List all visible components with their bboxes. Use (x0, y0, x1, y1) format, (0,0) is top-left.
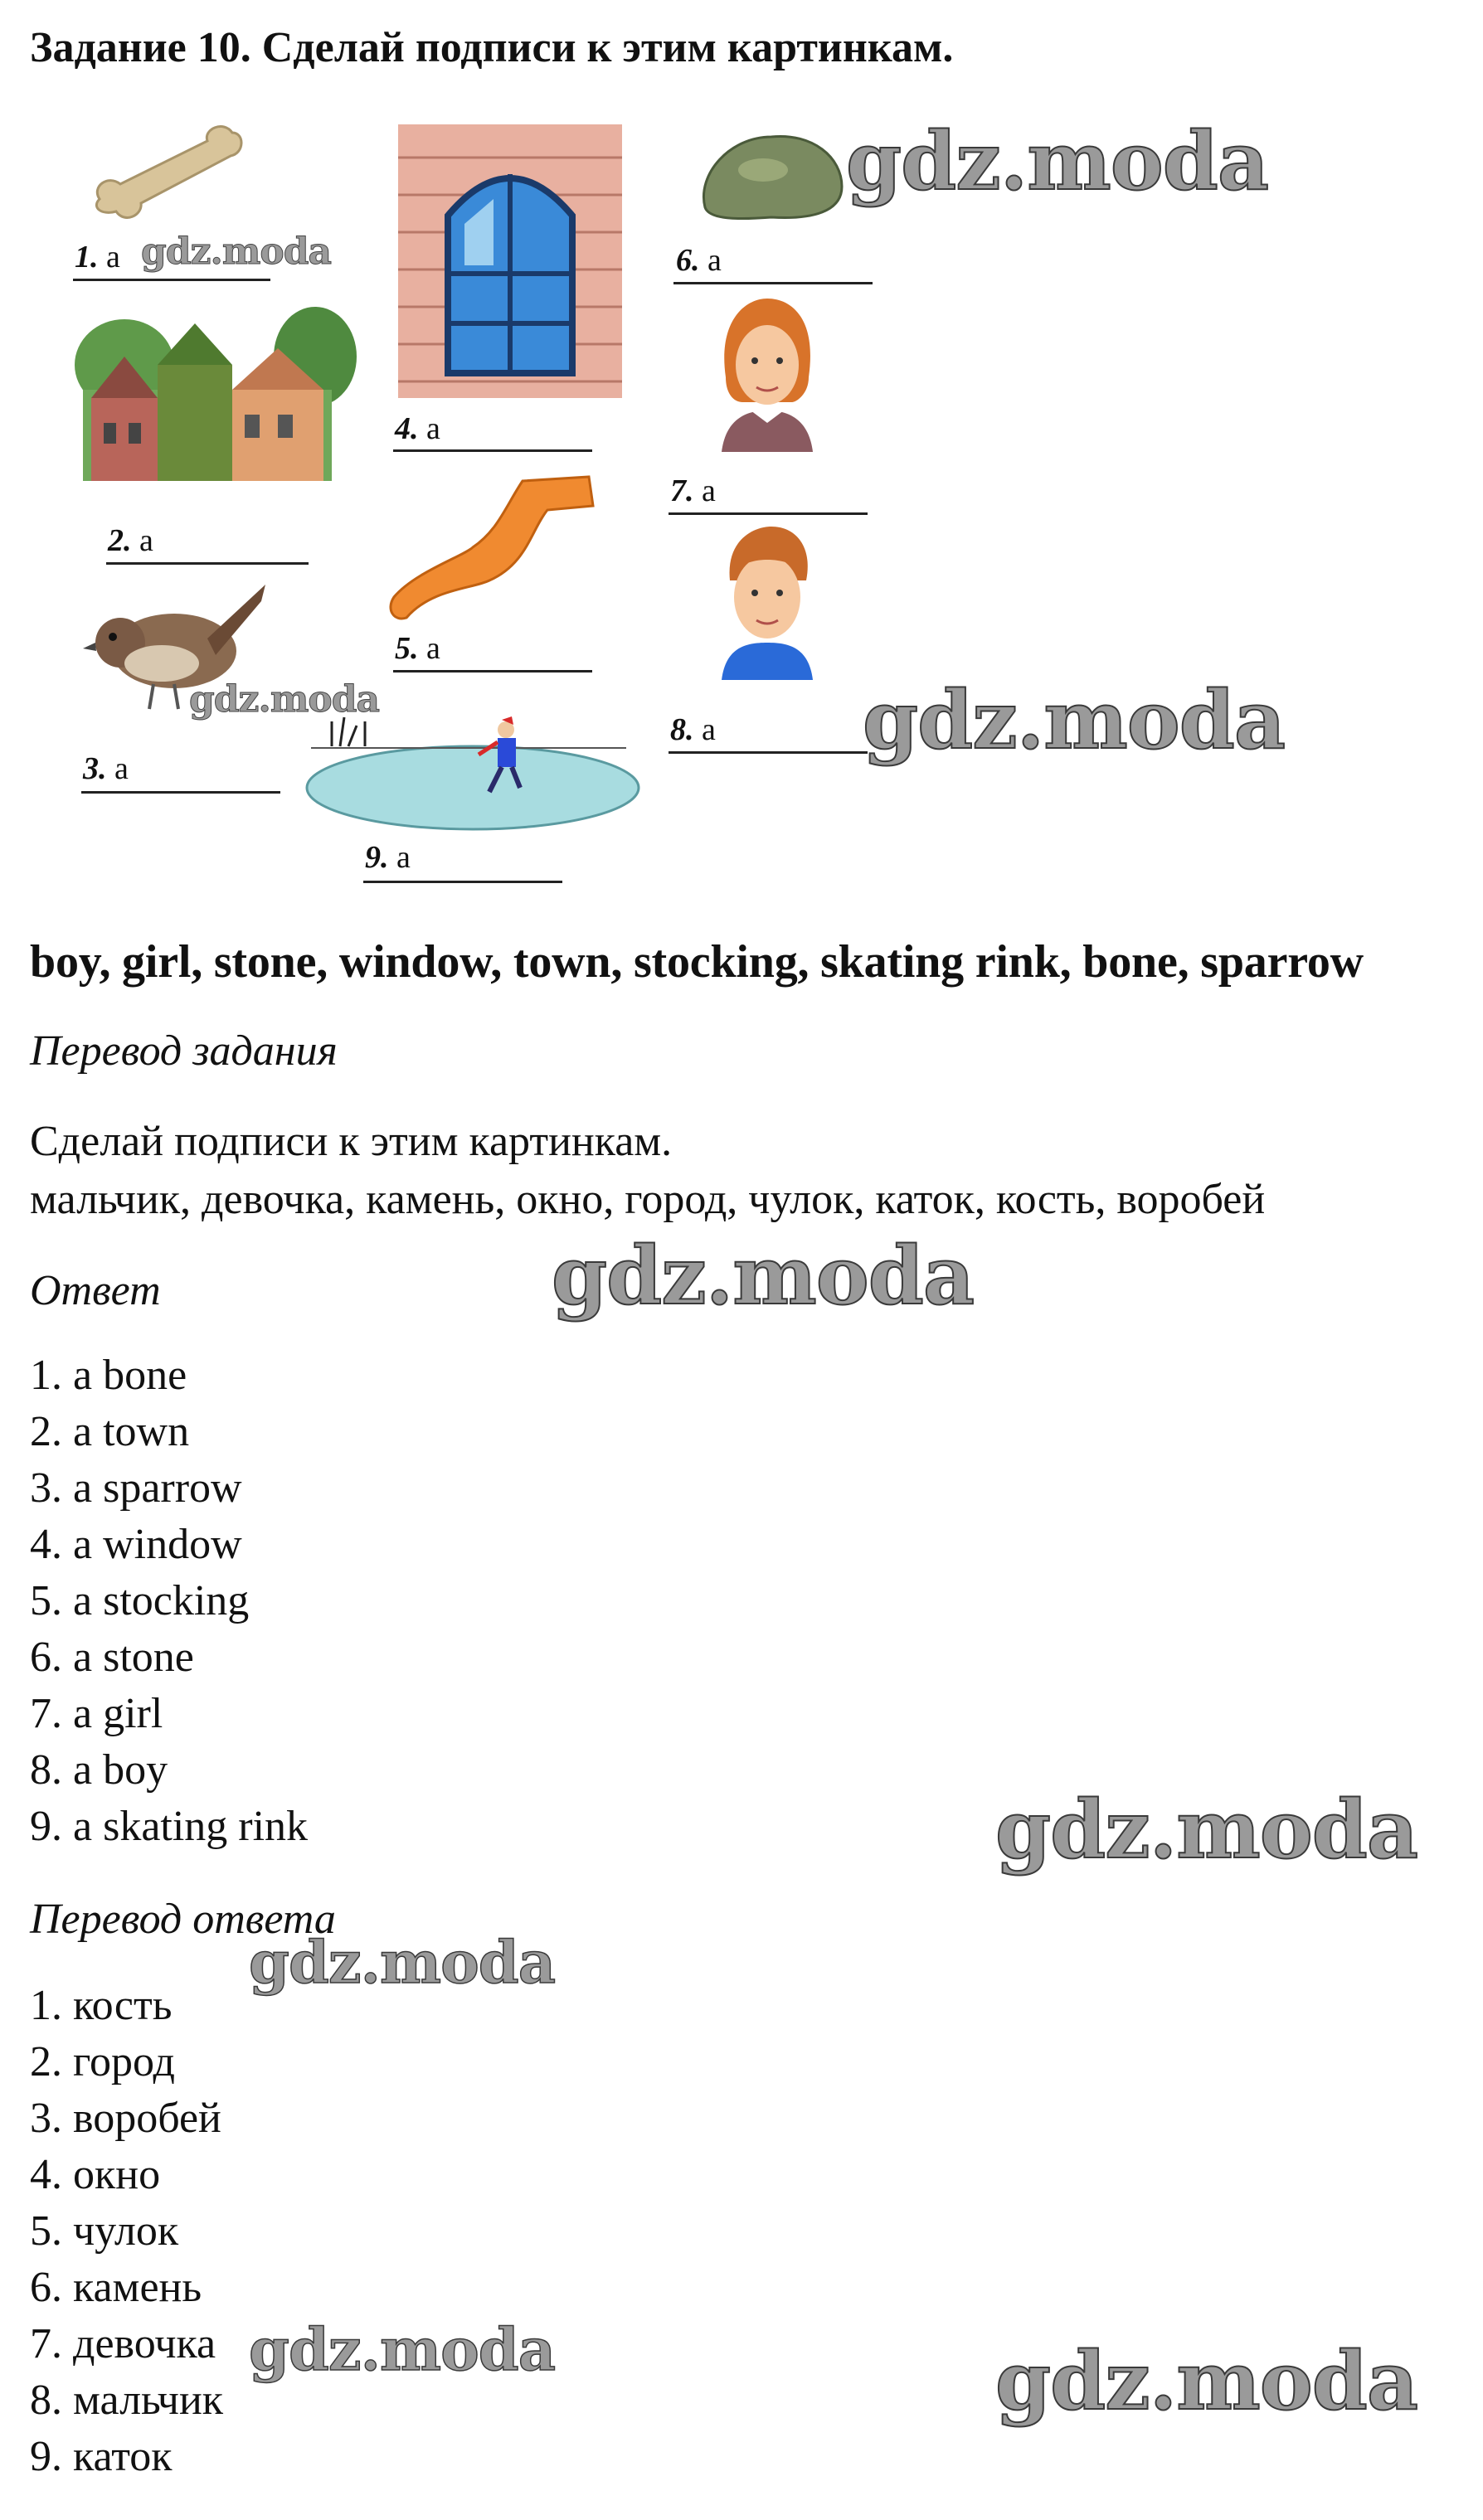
answer-translation-list (30, 1978, 223, 2485)
watermark: gdz.moda (846, 114, 1269, 208)
list-item: 3. a sparrow (30, 1464, 242, 1512)
list-item: 9. каток (30, 2433, 173, 2480)
list-item: 6. a stone (30, 1634, 194, 1681)
caption-7: 7. a (670, 473, 716, 508)
list-item: 7. девочка (30, 2320, 216, 2367)
watermark: gdz.moda (863, 673, 1286, 767)
stone-illustration (697, 124, 846, 224)
answer-line-6 (673, 282, 873, 284)
answer-line-3 (81, 791, 280, 794)
girl-illustration (713, 294, 821, 452)
list-item: 2. a town (30, 1408, 190, 1455)
caption-5: 5. a (395, 631, 440, 666)
answer-line-7 (669, 512, 868, 515)
watermark: gdz.moda (141, 231, 332, 273)
list-item: 1. a bone (30, 1352, 187, 1399)
caption-2: 2. a (108, 523, 153, 558)
list-item: 4. окно (30, 2151, 161, 2198)
list-item: 8. мальчик (30, 2377, 224, 2424)
list-item: 5. чулок (30, 2207, 179, 2255)
list-item: 1. кость (30, 1982, 173, 2029)
answer-list (30, 1347, 308, 1855)
answer-heading: Ответ (30, 1267, 161, 1314)
caption-8: 8. a (670, 712, 716, 747)
answer-line-5 (393, 670, 592, 672)
caption-1: 1. a (75, 240, 120, 274)
word-bank: boy, girl, stone, window, town, stocking, skating rink, bone, sparrow (30, 936, 1364, 988)
list-item: 7. a girl (30, 1690, 163, 1737)
answer-translation-heading: Перевод ответа (30, 1896, 336, 1943)
bone-illustration (83, 116, 257, 232)
skating-rink-illustration (294, 705, 643, 838)
task-title: Задание 10. Сделай подписи к этим картинкам. (30, 24, 954, 71)
list-item: 6. камень (30, 2264, 202, 2311)
list-item: 4. a window (30, 1521, 242, 1568)
watermark: gdz.moda (995, 1783, 1418, 1877)
translation-line-1: Сделай подписи к этим картинкам. (30, 1118, 673, 1165)
window-illustration (398, 124, 622, 398)
list-item: 8. a boy (30, 1746, 168, 1794)
caption-9: 9. a (365, 840, 411, 875)
list-item: 5. a stocking (30, 1577, 250, 1624)
answer-line-9 (363, 881, 562, 883)
translation-line-2: мальчик, девочка, камень, окно, город, чулок, каток, кость, воробей (30, 1176, 1266, 1223)
boy-illustration (713, 522, 821, 680)
watermark: gdz.moda (189, 678, 380, 721)
caption-6: 6. a (676, 243, 722, 278)
list-item: 3. воробей (30, 2095, 221, 2142)
caption-3: 3. a (83, 751, 129, 786)
watermark: gdz.moda (249, 2315, 556, 2384)
list-item: 2. город (30, 2038, 175, 2085)
answer-line-2 (106, 562, 309, 565)
answer-line-1 (73, 279, 270, 281)
translation-heading: Перевод задания (30, 1027, 338, 1075)
answer-line-8 (669, 751, 868, 754)
answer-line-4 (393, 449, 592, 452)
watermark: gdz.moda (249, 1928, 556, 1997)
watermark: gdz.moda (995, 2334, 1418, 2428)
list-item: 9. a skating rink (30, 1803, 309, 1850)
town-illustration (66, 299, 357, 498)
caption-4: 4. a (395, 411, 440, 446)
watermark: gdz.moda (552, 1229, 975, 1323)
stocking-illustration (382, 464, 605, 630)
